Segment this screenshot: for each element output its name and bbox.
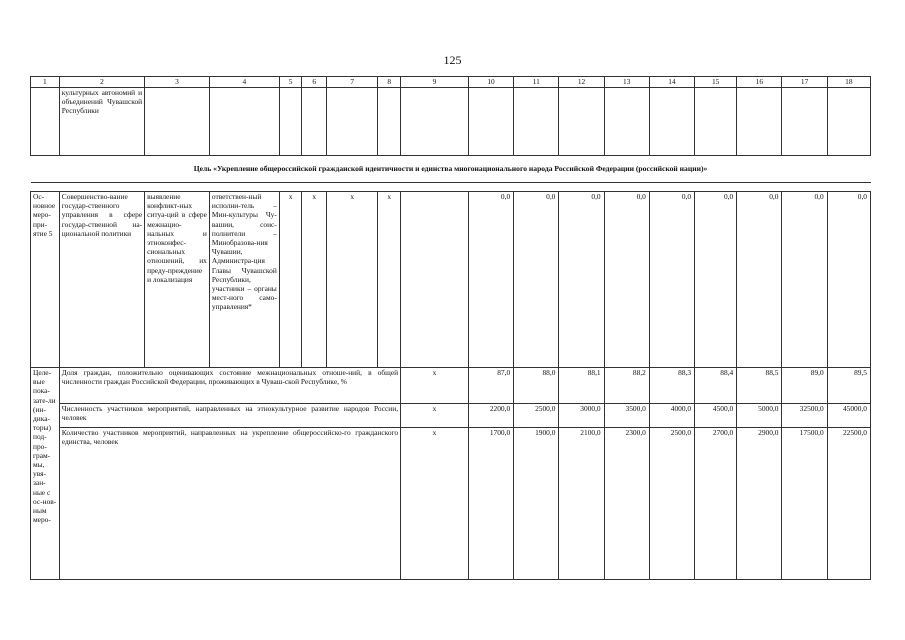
column-number: 10: [468, 77, 513, 88]
table-cell: [782, 88, 827, 156]
measure-row: [31, 192, 871, 368]
column-number: 1: [31, 77, 60, 88]
value-cell: 5000,0: [737, 404, 782, 428]
value-cell: 2500,0: [649, 428, 694, 580]
table-cell: [559, 88, 604, 156]
indicator-text: Численность участников мероприятий, направленных на этнокультурное развитие народов России, человек: [59, 404, 400, 428]
column-number: 7: [327, 77, 378, 88]
table-cell: [279, 88, 302, 156]
table-cell: [401, 192, 469, 368]
value-cell: 2200,0: [468, 404, 513, 428]
value-cell: 2100,0: [559, 428, 604, 580]
indicators-label: Целе-вые пока-зате-ли (ин-дика-торы) под-про-грам-мы, увя-зан-ные с ос-нов-ным меро-: [31, 368, 60, 580]
indicator-row: [31, 404, 871, 428]
measure-title: Совершенство-вание государ-ственного управления в сфере государ-ственной на-циональной политики: [59, 192, 144, 368]
column-number-row: [31, 77, 871, 88]
program-table: [30, 76, 871, 580]
column-number: 6: [302, 77, 327, 88]
table-cell: [209, 88, 279, 156]
column-number: 8: [378, 77, 401, 88]
column-number: 17: [782, 77, 827, 88]
spacer-cell: [31, 183, 871, 192]
column-number: 5: [279, 77, 302, 88]
continuation-text: культурных автономий и объединений Чувашской Республики: [59, 88, 144, 156]
goal-heading: Цель «Укрепление общероссийской гражданской идентичности и единства многонационального народа Российской Федерации (российской нации)»: [31, 156, 871, 183]
mark-cell: x: [327, 192, 378, 368]
value-cell: 88,1: [559, 368, 604, 404]
value-cell: 89,0: [782, 368, 827, 404]
indicator-row: [31, 368, 871, 404]
column-number: 14: [649, 77, 694, 88]
value-cell: 17500,0: [782, 428, 827, 580]
value-cell: 2500,0: [514, 404, 559, 428]
table-cell: [604, 88, 649, 156]
mark-cell: x: [279, 192, 302, 368]
table-cell: [401, 88, 469, 156]
mark-cell: x: [401, 428, 469, 580]
table-cell: [302, 88, 327, 156]
table-cell: [695, 88, 737, 156]
table-cell: [378, 88, 401, 156]
table-cell: [827, 88, 870, 156]
column-number: 3: [145, 77, 210, 88]
value-cell: 89,5: [827, 368, 870, 404]
measure-label: Ос-новное меро-при-ятие 5: [31, 192, 60, 368]
value-cell: 2300,0: [604, 428, 649, 580]
table-cell: [468, 88, 513, 156]
value-cell: 3000,0: [559, 404, 604, 428]
value-cell: 0,0: [468, 192, 513, 368]
value-cell: 0,0: [695, 192, 737, 368]
column-number: 2: [59, 77, 144, 88]
mark-cell: x: [302, 192, 327, 368]
value-cell: 3500,0: [604, 404, 649, 428]
value-cell: 1700,0: [468, 428, 513, 580]
indicator-text: Доля граждан, положительно оценивающих состояние межнациональных отноше-ний, в общей численности граждан Российской Федерации, проживающих в Чуваш-ской Республике, %: [59, 368, 400, 404]
value-cell: 4000,0: [649, 404, 694, 428]
spacer-row: [31, 183, 871, 192]
mark-cell: x: [401, 368, 469, 404]
value-cell: 88,0: [514, 368, 559, 404]
value-cell: 32500,0: [782, 404, 827, 428]
value-cell: 88,4: [695, 368, 737, 404]
value-cell: 45000,0: [827, 404, 870, 428]
value-cell: 0,0: [737, 192, 782, 368]
value-cell: 0,0: [559, 192, 604, 368]
column-number: 11: [514, 77, 559, 88]
column-number: 16: [737, 77, 782, 88]
measure-executors: ответствен-ный исполни-тель – Мин-культуры Чу-вашии, соис-полнители – Минобразова-ния Чувашии, Администра-ция Главы Чувашской Республики, участники – органы мест-ного само-управления*: [209, 192, 279, 368]
indicator-row: [31, 428, 871, 580]
column-number: 15: [695, 77, 737, 88]
value-cell: 0,0: [604, 192, 649, 368]
table-cell: [327, 88, 378, 156]
value-cell: 88,3: [649, 368, 694, 404]
mark-cell: x: [378, 192, 401, 368]
page-number: 125: [443, 53, 462, 67]
column-number: 9: [401, 77, 469, 88]
goal-row: [31, 156, 871, 183]
value-cell: 0,0: [827, 192, 870, 368]
value-cell: 0,0: [514, 192, 559, 368]
value-cell: 88,2: [604, 368, 649, 404]
table-cell: [737, 88, 782, 156]
column-number: 12: [559, 77, 604, 88]
value-cell: 2900,0: [737, 428, 782, 580]
table-cell: [514, 88, 559, 156]
table-cell: [31, 88, 60, 156]
value-cell: 0,0: [782, 192, 827, 368]
value-cell: 0,0: [649, 192, 694, 368]
indicator-text: Количество участников мероприятий, направленных на укрепление общероссийско-го гражданского единства, человек: [59, 428, 400, 580]
value-cell: 87,0: [468, 368, 513, 404]
table-cell: [145, 88, 210, 156]
value-cell: 1900,0: [514, 428, 559, 580]
column-number: 18: [827, 77, 870, 88]
value-cell: 2700,0: [695, 428, 737, 580]
continuation-row: [31, 88, 871, 156]
measure-tasks: выявление конфликт-ных ситуа-ций в сфере межнацио-нальных и этноконфес-сиональных отношений, их преду-преждение и локализация: [145, 192, 210, 368]
column-number: 4: [209, 77, 279, 88]
value-cell: 4500,0: [695, 404, 737, 428]
value-cell: 88,5: [737, 368, 782, 404]
table-cell: [649, 88, 694, 156]
value-cell: 22500,0: [827, 428, 870, 580]
mark-cell: x: [401, 404, 469, 428]
column-number: 13: [604, 77, 649, 88]
